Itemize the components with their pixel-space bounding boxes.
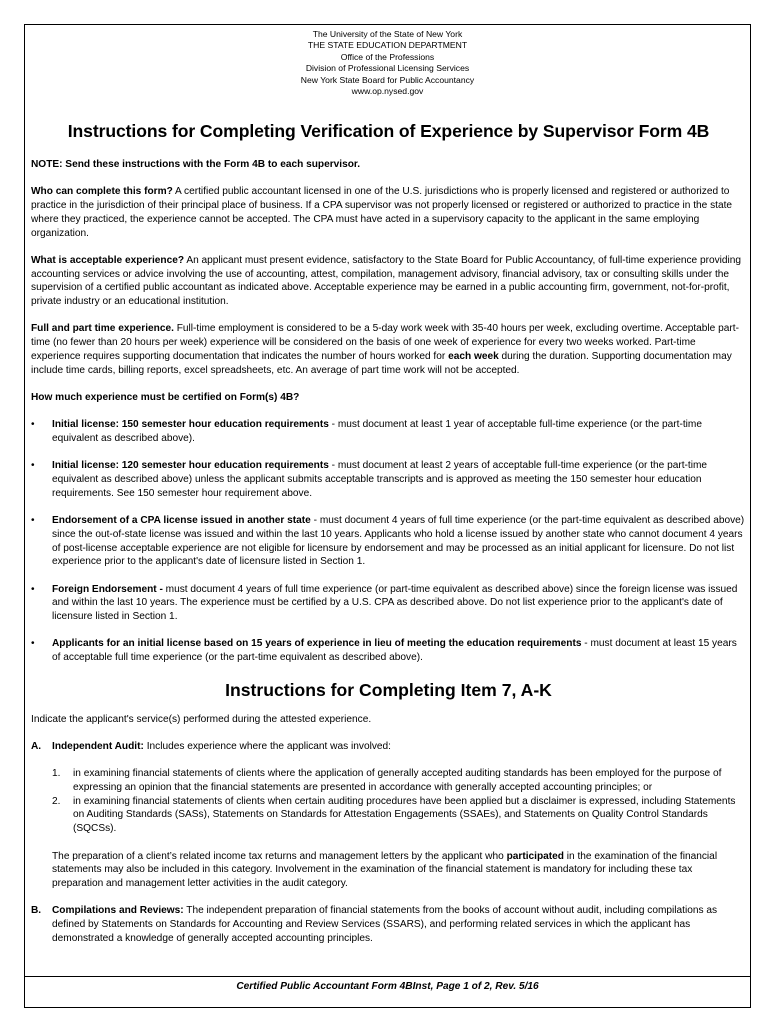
how-much-heading <box>31 391 746 405</box>
list-item-heading: Applicants for an initial license based on 15 years of experience in lieu of meeting the education requirements <box>52 638 582 650</box>
experience-requirements-list <box>31 418 746 665</box>
list-item-text: - must document 4 years of full time experience (or the part-time equivalent as described above) since the out-of-state license was issued and within the last 10 years. Applicants who hold a license issued by another state who cannot document 4 years of post-license acceptable experience are not eligible for licensure by endorsement and may be processed as an initial applicant for licensure. Do not list experience prior to the applicant's date of licensure listed in Section 1. <box>52 515 745 568</box>
item-number: 1. <box>52 768 61 780</box>
section-a-letter: A. <box>31 740 42 752</box>
section-b-text: The independent preparation of financial statements from the books of account without audit, including compilations as defined by Statements on Standards for Accounting and Review Services (SSARS), and performing related services in which the applicant has demonstrated a knowledge of generally accepted accounting principles. <box>52 905 718 944</box>
section-a-para-text: in the examination of the financial statements may also be included in this category. Involvement in the examination of the financial statement is mandatory for including these tax preparation and management letter activities in the audit category. <box>52 850 718 889</box>
list-item <box>31 637 746 664</box>
header-website: www.op.nysed.gov <box>351 86 424 97</box>
how-much-heading-text: How much experience must be certified on Form(s) 4B? <box>31 391 300 403</box>
fulltime-paragraph <box>31 322 746 377</box>
section-b <box>31 904 746 945</box>
acceptable-text: An applicant must present evidence, satisfactory to the State Board for Public Accountancy, of full-time experience providing accounting services or advice involving the use of accounting, attest, compilation, management advisory, financial advisory, tax or consulting skills under the supervision of a certified public accountant as indicated above. Acceptable experience may be earned in a public accounting firm, government, not-for-profit, private industry or an educational institution. <box>31 254 742 307</box>
agency-header <box>24 29 751 97</box>
list-item-text: in examining financial statements of clients where the application of generally accepted auditing standards has been employed for the purpose of expressing an opinion that the financial statements are presented in accordance with generally accepted accounting principles; or <box>73 768 722 794</box>
section-b-heading: Compilations and Reviews: <box>52 905 184 917</box>
list-item-text: must document 4 years of full time experience (or part-time equivalent as described above) since the foreign license was issued and within the last 10 years. The experience must be certified by a U.S. CPA as described above. Do not list experience prior to the applicant's date of licensure listed in Section 1. <box>52 583 738 623</box>
item7-intro: Indicate the applicant's service(s) performed during the attested experience. <box>31 713 372 725</box>
list-item-heading: Endorsement of a CPA license issued in another state <box>52 515 311 527</box>
item-number: 2. <box>52 795 61 807</box>
list-item-heading: Foreign Endorsement - <box>52 583 163 595</box>
section-a-text: Includes experience where the applicant was involved: <box>143 740 391 752</box>
list-item-text: in examining financial statements of clients when certain auditing procedures have been applied but a disclaimer is expressed, including Statements on Auditing Standards (SASs), Statements on Standards for Attestation Engagements (SSAEs), and Statements on Quality Control Standards (SQCSs). <box>73 795 736 835</box>
list-item-text: - must document at least 2 years of acceptable full-time experience (or the part-time equivalent as described above) unless the applicant submits acceptable transcripts and is approved as meeting the 150 semester hour education requirements. See 150 semester hour requirement above. <box>52 460 708 499</box>
section-a-lead <box>52 740 746 754</box>
note-paragraph <box>31 158 746 172</box>
list-item <box>31 514 746 569</box>
section-a-heading: Independent Audit: <box>52 740 144 752</box>
header-line: Division of Professional Licensing Services <box>305 63 470 74</box>
audit-involvement-list <box>52 767 746 836</box>
acceptable-heading: What is acceptable experience? <box>31 254 185 266</box>
header-line: Office of the Professions <box>340 51 435 62</box>
list-item <box>52 795 746 836</box>
list-item-heading: Initial license: 120 semester hour education requirements <box>52 460 329 472</box>
list-item <box>31 459 746 500</box>
acceptable-paragraph <box>31 254 746 309</box>
page-footer: Certified Public Accountant Form 4BInst, Page 1 of 2, Rev. 5/16 <box>236 981 539 992</box>
header-line: New York State Board for Public Accountancy <box>300 74 475 85</box>
fulltime-emphasis: each week <box>448 350 499 362</box>
list-item <box>31 418 746 445</box>
item7-title: Instructions for Completing Item 7, A-K <box>225 679 552 700</box>
list-item-text: - must document at least 1 year of acceptable full-time experience (or the part-time equivalent as described above). <box>52 419 702 444</box>
list-item-text: - must document at least 15 years of acceptable full time experience (or the part-time equivalent as described above). <box>52 638 737 664</box>
bullet-icon: • <box>31 419 35 431</box>
section-a <box>31 740 746 891</box>
section-b-letter: B. <box>31 905 42 917</box>
who-heading: Who can complete this form? <box>31 186 173 198</box>
list-item <box>52 767 746 794</box>
page-title: Instructions for Completing Verification of Experience by Supervisor Form 4B <box>67 121 710 141</box>
who-paragraph <box>31 185 746 240</box>
document-body <box>31 120 746 959</box>
bullet-icon: • <box>31 460 35 472</box>
fulltime-heading: Full and part time experience. <box>31 323 174 335</box>
footer-divider <box>24 976 751 977</box>
section-a-para-text: The preparation of a client’s related income tax returns and management letters by the applicant who <box>52 850 507 862</box>
bullet-icon: • <box>31 638 35 650</box>
header-line: THE STATE EDUCATION DEPARTMENT <box>307 40 468 51</box>
list-item-heading: Initial license: 150 semester hour education requirements <box>52 419 329 431</box>
fulltime-text: Full-time employment is considered to be a 5-day work week with 35-40 hours per week, excluding overtime. Acceptable part-time (no fewer than 20 hours per week) experience will be considered on the basis of one week of experience for every two weeks worked. Part-time experience requires supporting documentation that indicates the number of hours worked for <box>31 323 739 362</box>
fulltime-text: during the duration. Supporting documentation may include time cards, billing reports, excel spreadsheets, etc. An average of part time work will not be accepted. <box>31 350 732 376</box>
who-text: A certified public accountant licensed in one of the U.S. jurisdictions who is properly licensed and registered or authorized to practice in the jurisdiction of their principal place of business. If a CPA supervisor was not properly licensed or registered or authorized to practice in the state where they practiced, the experience cannot be accepted. The CPA must have acted in a supervisory capacity to the applicant in the same employing organization. <box>31 186 733 239</box>
section-b-paragraph <box>52 904 746 945</box>
note-text: NOTE: Send these instructions with the Form 4B to each supervisor. <box>31 159 361 170</box>
section-a-paragraph <box>52 850 746 891</box>
bullet-icon: • <box>31 583 35 595</box>
header-line: The University of the State of New York <box>312 29 463 39</box>
list-item <box>31 583 746 624</box>
section-a-emphasis: participated <box>506 850 564 862</box>
bullet-icon: • <box>31 515 35 527</box>
